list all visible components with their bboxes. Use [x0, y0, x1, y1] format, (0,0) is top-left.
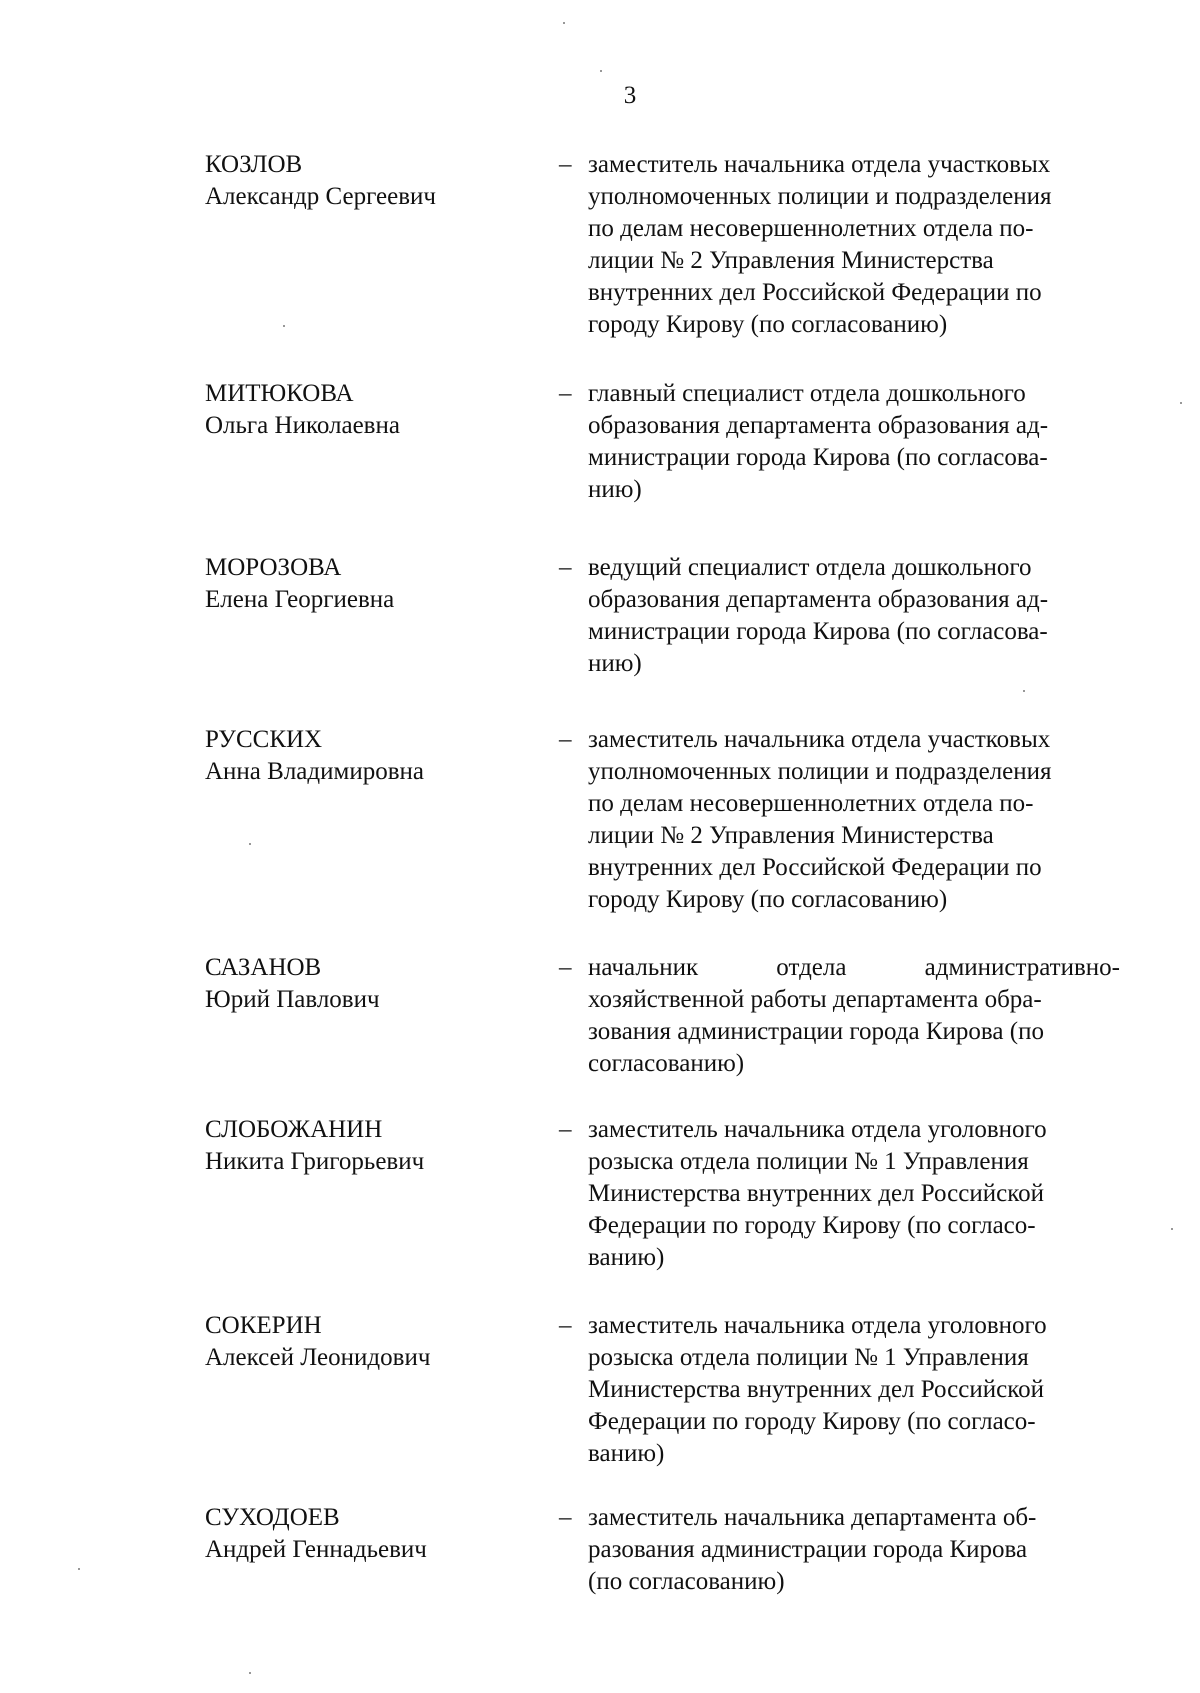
- scan-speck: [600, 70, 602, 72]
- member-surname: СОКЕРИН: [205, 1312, 322, 1339]
- member-position: [588, 724, 1120, 916]
- scan-speck: [78, 1568, 80, 1570]
- position-line: внутренних дел Российской Федерации по: [588, 279, 1042, 306]
- position-line: согласованию): [588, 1050, 745, 1077]
- dash-separator: –: [559, 1504, 572, 1531]
- position-line: заместитель начальника отдела уголовного: [588, 1312, 1047, 1339]
- scan-speck: [563, 22, 565, 24]
- member-name: [205, 378, 535, 442]
- position-line: хозяйственной работы департамента обра-: [588, 986, 1042, 1013]
- position-line: уполномоченных полиции и подразделения: [588, 183, 1052, 210]
- position-line: по делам несовершеннолетних отдела по-: [588, 215, 1034, 242]
- member-name: [205, 724, 535, 788]
- position-line: ванию): [588, 1244, 665, 1271]
- position-line: Федерации по городу Кирову (по согласо-: [588, 1212, 1036, 1239]
- position-line: образования департамента образования ад-: [588, 412, 1049, 439]
- member-surname: КОЗЛОВ: [205, 151, 303, 178]
- member-given-names: Никита Григорьевич: [205, 1148, 425, 1175]
- position-line: ведущий специалист отдела дошкольного: [588, 554, 1032, 581]
- position-line: Министерства внутренних дел Российской: [588, 1376, 1044, 1403]
- position-line: нию): [588, 476, 642, 503]
- dash-separator: –: [559, 726, 572, 753]
- position-line: Федерации по городу Кирову (по согласо-: [588, 1408, 1036, 1435]
- scan-speck: [283, 325, 285, 327]
- position-line: заместитель начальника отдела уголовного: [588, 1116, 1047, 1143]
- dash-separator: –: [559, 1116, 572, 1143]
- member-given-names: Анна Владимировна: [205, 758, 424, 785]
- member-position: [588, 149, 1120, 341]
- dash-separator: –: [559, 380, 572, 407]
- dash-separator: –: [559, 554, 572, 581]
- position-line: ванию): [588, 1440, 665, 1467]
- position-line: городу Кирову (по согласованию): [588, 886, 948, 913]
- position-line: министрации города Кирова (по согласова-: [588, 444, 1048, 471]
- position-line: заместитель начальника департамента об-: [588, 1504, 1037, 1531]
- position-line: заместитель начальника отдела участковых: [588, 726, 1051, 753]
- position-line: министрации города Кирова (по согласова-: [588, 618, 1048, 645]
- member-given-names: Алексей Леонидович: [205, 1344, 431, 1371]
- scan-speck: [249, 843, 251, 845]
- position-line: образования департамента образования ад-: [588, 586, 1049, 613]
- position-line: разования администрации города Кирова: [588, 1536, 1028, 1563]
- member-surname: СУХОДОЕВ: [205, 1504, 340, 1531]
- scan-speck: [1171, 1228, 1173, 1230]
- member-name: [205, 149, 535, 213]
- member-given-names: Андрей Геннадьевич: [205, 1536, 427, 1563]
- member-position: [588, 1114, 1120, 1274]
- member-name: [205, 1502, 535, 1566]
- member-surname: СЛОБОЖАНИН: [205, 1116, 383, 1143]
- position-line: (по согласованию): [588, 1568, 785, 1595]
- member-name: [205, 1310, 535, 1374]
- member-position: [588, 1502, 1120, 1598]
- dash-separator: –: [559, 954, 572, 981]
- member-surname: САЗАНОВ: [205, 954, 322, 981]
- member-given-names: Юрий Павлович: [205, 986, 380, 1013]
- member-given-names: Елена Георгиевна: [205, 586, 395, 613]
- page-number: 3: [623, 82, 637, 109]
- member-surname: МИТЮКОВА: [205, 380, 354, 407]
- dash-separator: –: [559, 1312, 572, 1339]
- member-given-names: Ольга Николаевна: [205, 412, 400, 439]
- position-line: зования администрации города Кирова (по: [588, 1018, 1044, 1045]
- scan-speck: [1180, 402, 1182, 404]
- member-surname: МОРОЗОВА: [205, 554, 342, 581]
- position-line: заместитель начальника отдела участковых: [588, 151, 1051, 178]
- member-position: [588, 952, 1120, 1080]
- position-line: по делам несовершеннолетних отдела по-: [588, 790, 1034, 817]
- member-given-names: Александр Сергеевич: [205, 183, 436, 210]
- position-line: начальник отдела административно-: [588, 954, 1120, 981]
- position-line: главный специалист отдела дошкольного: [588, 380, 1026, 407]
- dash-separator: –: [559, 151, 572, 178]
- scan-speck: [249, 1672, 251, 1674]
- position-line: лиции № 2 Управления Министерства: [588, 822, 994, 849]
- scan-speck: [1023, 690, 1025, 692]
- position-line: уполномоченных полиции и подразделения: [588, 758, 1052, 785]
- position-line: Министерства внутренних дел Российской: [588, 1180, 1044, 1207]
- member-name: [205, 1114, 535, 1178]
- position-line: городу Кирову (по согласованию): [588, 311, 948, 338]
- member-name: [205, 552, 535, 616]
- member-position: [588, 1310, 1120, 1470]
- member-position: [588, 378, 1120, 506]
- member-surname: РУССКИХ: [205, 726, 323, 753]
- position-line: лиции № 2 Управления Министерства: [588, 247, 994, 274]
- position-line: нию): [588, 650, 642, 677]
- position-line: розыска отдела полиции № 1 Управления: [588, 1148, 1029, 1175]
- member-position: [588, 552, 1120, 680]
- position-line: розыска отдела полиции № 1 Управления: [588, 1344, 1029, 1371]
- member-name: [205, 952, 535, 1016]
- position-line: внутренних дел Российской Федерации по: [588, 854, 1042, 881]
